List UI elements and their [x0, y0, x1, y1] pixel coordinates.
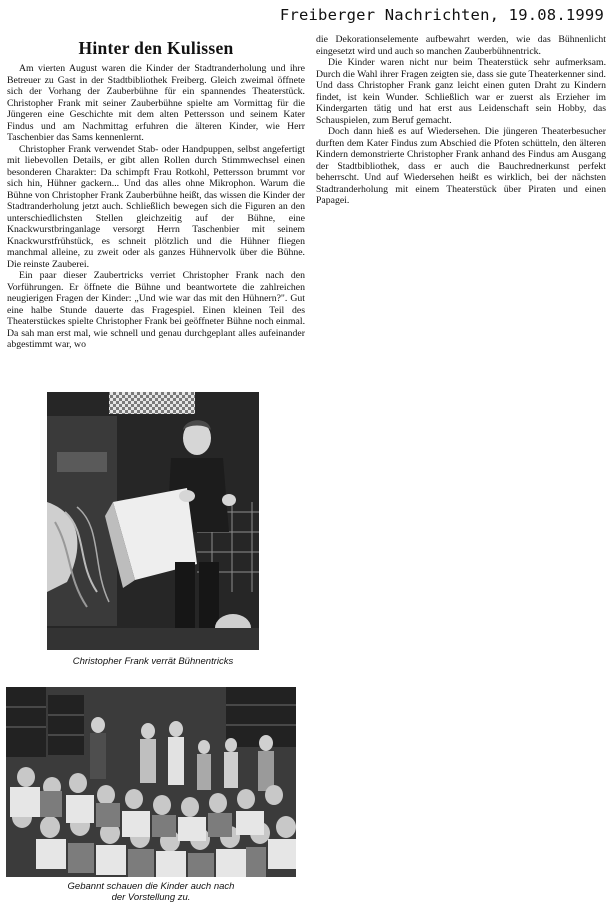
- photo-audience-caption: [6, 881, 296, 903]
- photo-performer-caption: Christopher Frank verrät Bühnentricks: [72, 656, 234, 667]
- article-paragraph: Am vierten August waren die Kinder der Stadtranderholung und ihre Betreuer zu Gast in der Stadtbibliothek Freiberg. Gleich zweimal öffnete sich der Vorhang der Zauberbühne für ein spannendes Theaterstück. Christopher Frank mit seiner Zauberbühne spielte am Vormittag für die Jüngeren eine Geschichte mit dem alten Pettersson und seinem Kater Findus und am Nachmittag erfuhren die älteren Kinder, wie Herr Taschenbier das Sams kennenlernt.: [7, 63, 305, 143]
- article-paragraph: Doch dann hieß es auf Wiedersehen. Die jüngeren Theaterbesucher durften dem Kater Findus zum Abschied die Pfoten schütteln, den älteren Kindern demonstrierte Christopher Frank anhand des Findus am Ausgang der Stadtbibliothek, dass er auch die Bauchrednerkunst perfekt beherrscht. Und auf Wiedersehen heißt es wirklich, bei der nächsten Stadtranderholung mit einem Theaterstück über Piraten und einen Papagei.: [316, 126, 606, 206]
- newspaper-masthead: Freiberger Nachrichten, 19.08.1999: [279, 6, 604, 24]
- article-right-column: [316, 34, 606, 207]
- photo-audience-caption-line: Gebannt schauen die Kinder auch nach: [67, 881, 235, 892]
- article-paragraph: Die Kinder waren nicht nur beim Theaterstück sehr aufmerksam. Durch die Wahl ihrer Fragen zeigten sie, dass sie gute Theaterkenner sind. Und dass Christopher Frank ganz leicht einen guten Draht zu Kindern findet, ist kein Wunder. Schließlich war er zuerst als Erzieher im Kindergarten tätig und hat erst aus Leidenschaft sein Hobby, das Schauspielen, zum Beruf gemacht.: [316, 57, 606, 126]
- article-headline: Hinter den Kulissen: [78, 38, 234, 58]
- article-paragraph: die Dekorationselemente aufbewahrt werden, wie das Bühnenlicht eingesetzt wird und auch so manchen Zauberbühnentrick.: [316, 34, 606, 57]
- photo-audience-caption-line: der Vorstellung zu.: [111, 892, 191, 903]
- photo-performer-image: [47, 392, 259, 650]
- article-left-column: [7, 34, 305, 351]
- article-paragraph: Ein paar dieser Zaubertricks verriet Christopher Frank nach den Vorführungen. Er öffnete die Bühne und beantwortete die zahlreichen neugierigen Fragen der Kinder: „Und wie war das mit den Hühnern?". Gut eine halbe Stunde dauerte das Fragespiel. Einen kleinen Teil des Theaterstückes spielte Christopher Frank bei geöffneter Bühne noch einmal. Da sah man erst mal, wie schnell und genau durchgeplant alles aufeinander abgestimmt war, wo: [7, 270, 305, 350]
- photo-performer: [47, 392, 259, 650]
- photo-audience-image: [6, 687, 296, 877]
- article-paragraph: Christopher Frank verwendet Stab- oder Handpuppen, selbst angefertigt mit liebevollen Details, er gibt allen Rollen durch Stimmwechsel einen besonderen Charakter: Da schimpft Frau Rotkohl, Pettersson brummt vor sich hin, Hühner gackern... Und das alles ohne Mikrophon. Warum die Bühne von Christopher Frank Zauberbühne heißt, das wissen die Kinder der Stadtranderholung jetzt auch. Schließlich bewegen sich die Figuren an den unterschiedlichsten Stellen gleichzeitig auf der Bühne, eine Knackwurstbringanlage versorgt Herrn Taschenbier mit seinem Knackwurstfrühstück, es schneit plötzlich und die Hühner fliegen manchmal alleine, zu zweit oder als ganzes Hühnervolk über die Bühne. Die reinste Zauberei.: [7, 143, 305, 270]
- photo-audience: [6, 687, 296, 877]
